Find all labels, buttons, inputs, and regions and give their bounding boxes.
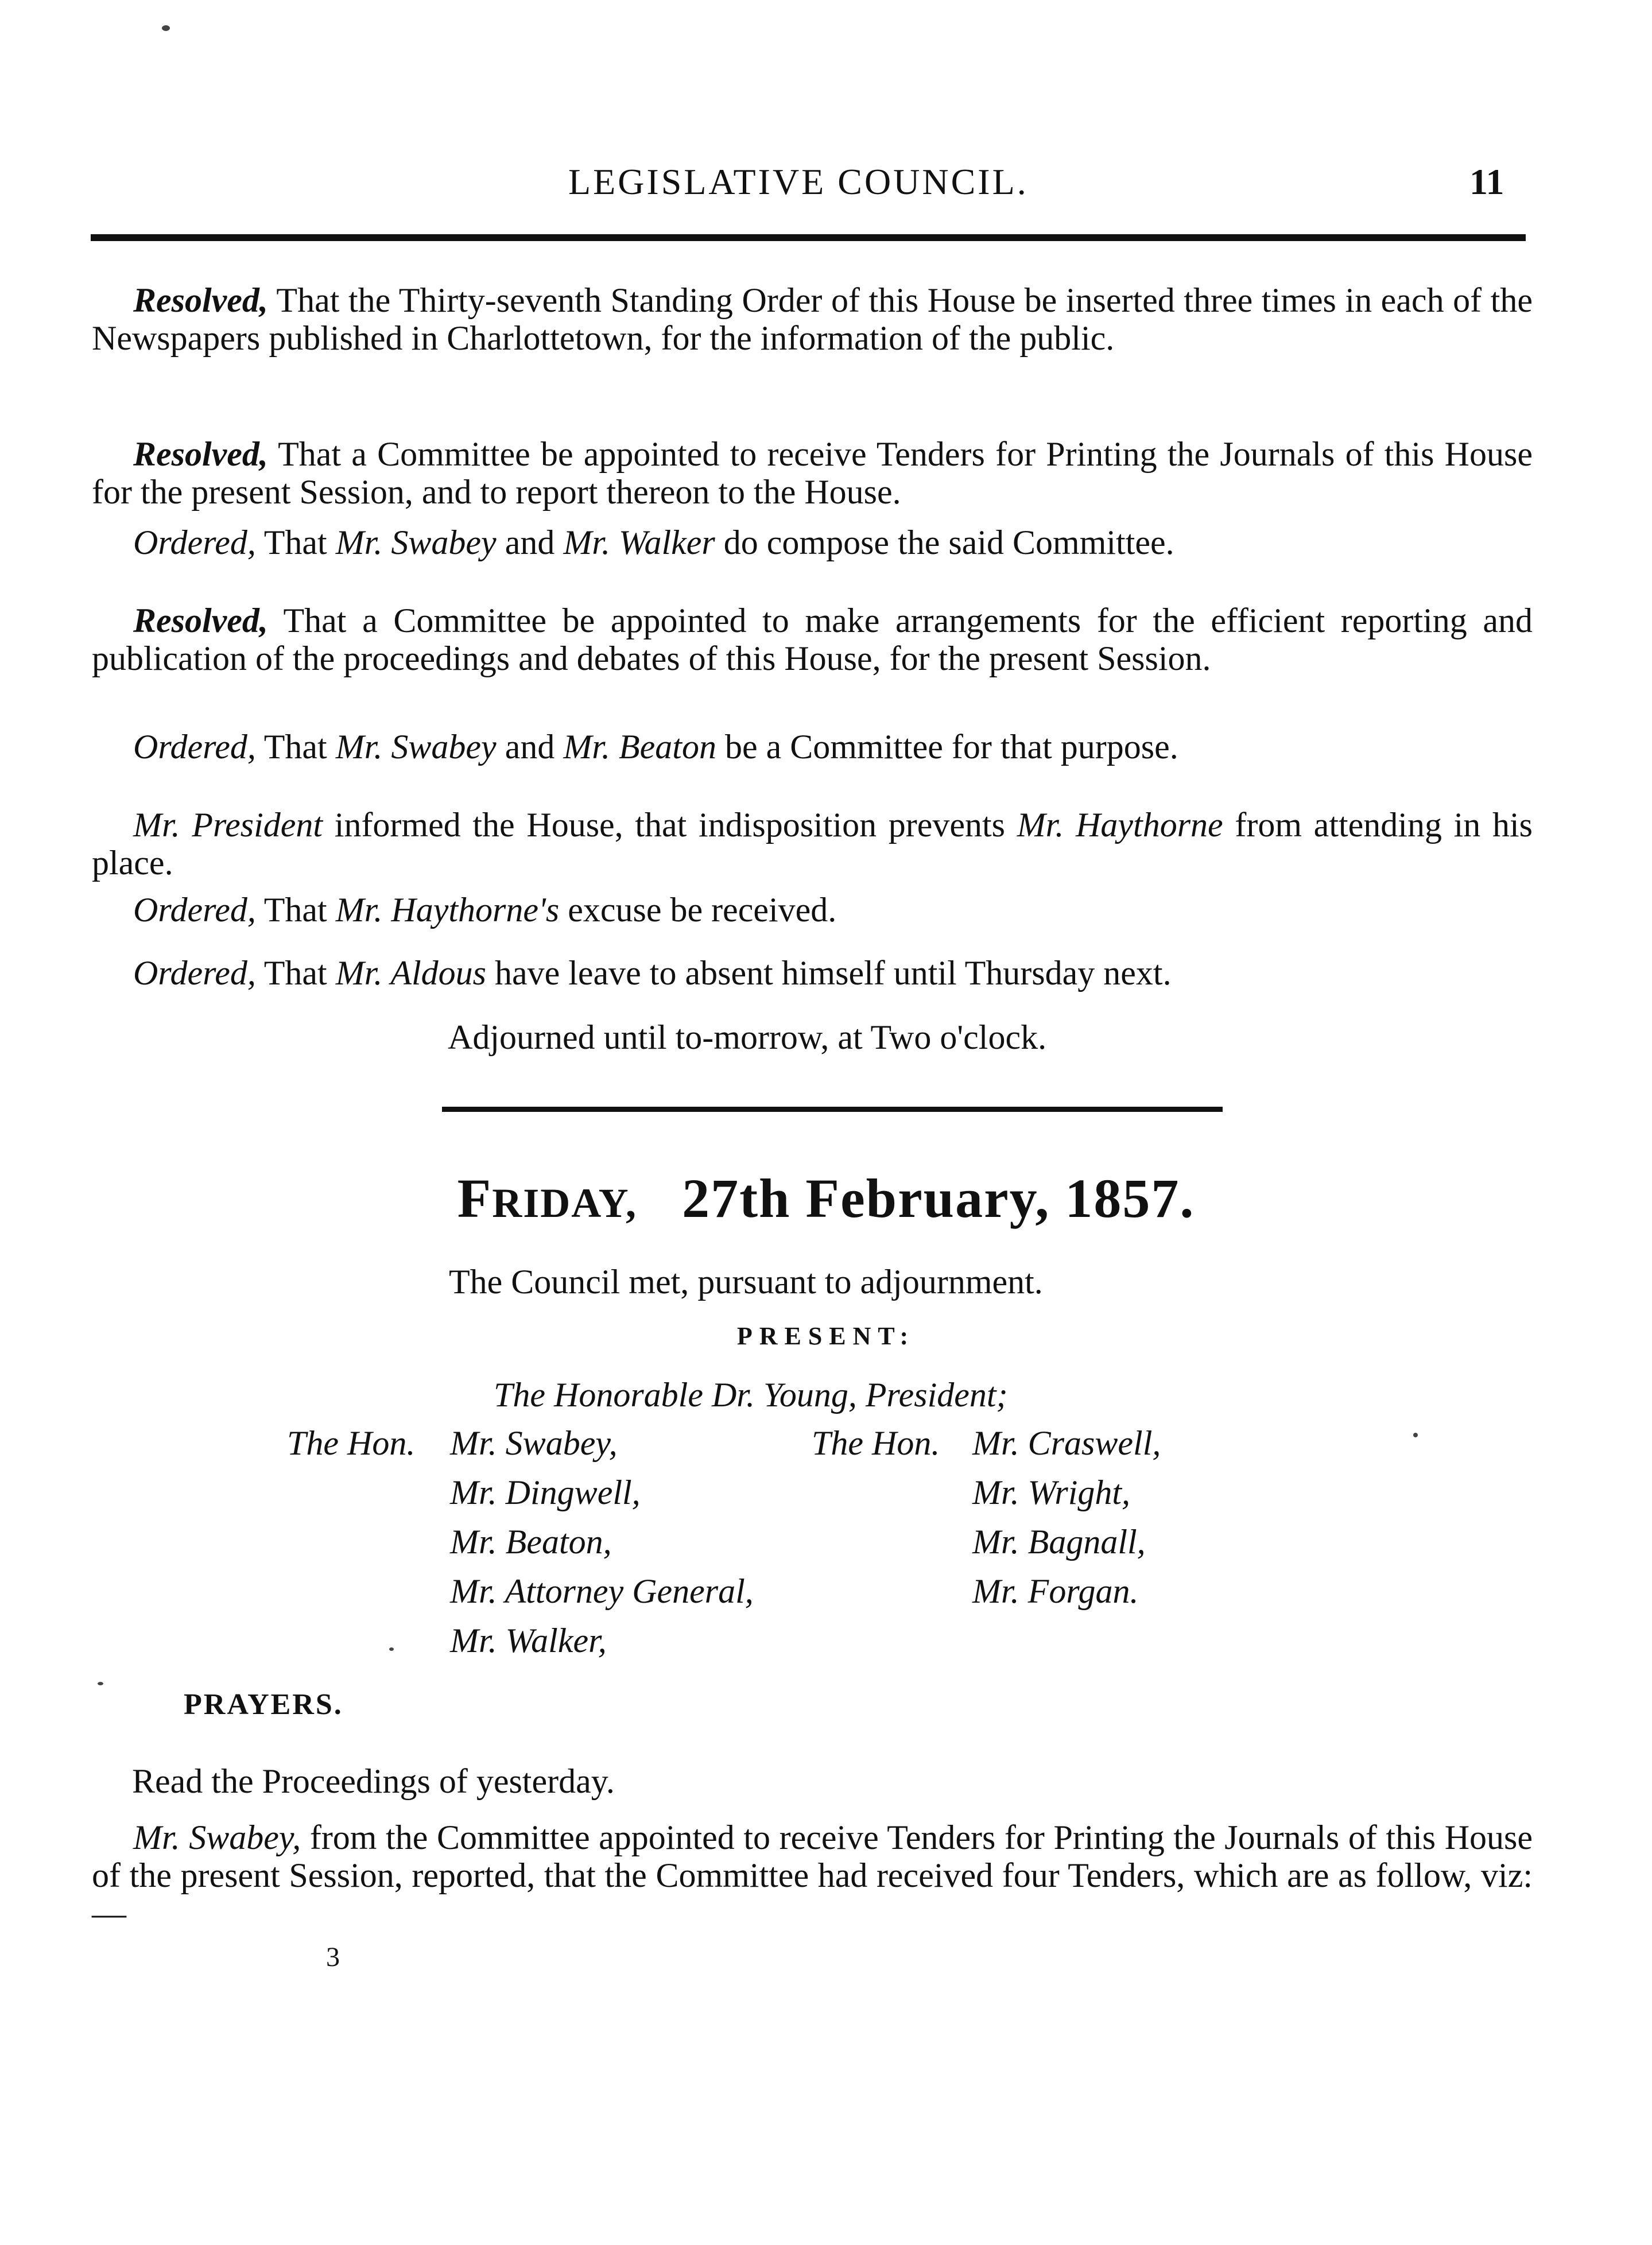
resolution-newspapers [92, 281, 1533, 357]
order-reporting-committee [92, 728, 1574, 766]
committee-report [92, 1819, 1533, 1932]
member-name: Mr. Aldous [335, 954, 486, 992]
order-text: be a Committee for that purpose. [716, 728, 1178, 766]
member-left: Mr. Beaton, [450, 1523, 612, 1561]
member-name: Mr. Haythorne [1017, 806, 1223, 844]
resolved-label: Resolved, [133, 435, 268, 473]
print-speck [1413, 1433, 1418, 1437]
member-name: Mr. Haythorne's [335, 891, 560, 929]
order-text: That [255, 891, 336, 929]
council-met-note: The Council met, pursuant to adjournment. [449, 1263, 1043, 1301]
ordered-label: Ordered, [133, 728, 256, 766]
president-announcement [92, 806, 1533, 882]
resolution-reporting-committee [92, 602, 1533, 677]
order-leave-of-absence [92, 954, 1574, 992]
order-excuse [92, 891, 1574, 929]
order-text: and [496, 524, 564, 561]
order-text: and [496, 728, 564, 766]
resolution-text: That the Thirty-seventh Standing Order of this House be inserted three times in each of the Newspapers published in Charlottetown, for the information of the public. [92, 281, 1533, 357]
prayers-heading: PRAYERS. [184, 1688, 343, 1721]
report-text: from the Committee appointed to receive Tenders for Printing the Journals of this House of the present Session, reported, that the Committee had received four Tenders, which are as follow, viz:— [92, 1819, 1533, 1932]
order-printing-committee [92, 524, 1574, 561]
member-right: Mr. Forgan. [972, 1572, 1139, 1610]
resolved-label: Resolved, [133, 602, 268, 639]
section-rule [442, 1107, 1223, 1112]
member-name: Mr. President [133, 806, 323, 844]
left-hon-prefix: The Hon. [287, 1424, 416, 1462]
member-name: Mr. Beaton [563, 728, 716, 766]
page-number: 11 [1469, 161, 1504, 202]
resolution-text: That a Committee be appointed to make arrangements for the efficient reporting and publication of the proceedings and debates of this House, for the present Session. [92, 602, 1533, 677]
member-name: Mr. Swabey [335, 728, 497, 766]
ordered-label: Ordered, [133, 954, 256, 992]
order-text: excuse be received. [559, 891, 837, 929]
order-text: That [255, 524, 336, 561]
day-initial: F [457, 1168, 493, 1229]
running-header: LEGISLATIVE COUNCIL. [568, 161, 1029, 202]
member-name: Mr. Swabey [335, 524, 497, 561]
ordered-label: Ordered, [133, 891, 256, 929]
member-name: Mr. Walker [563, 524, 715, 561]
order-text: That [255, 954, 336, 992]
adjournment-note: Adjourned until to-morrow, at Two o'clock. [448, 1018, 1047, 1056]
order-text: do compose the said Committee. [715, 524, 1174, 561]
day-rest: RIDAY, [492, 1180, 638, 1226]
member-name: Mr. Swabey, [133, 1819, 301, 1856]
session-date: 27th February, 1857. [682, 1168, 1195, 1229]
member-right: Mr. Bagnall, [972, 1523, 1146, 1561]
ordered-label: Ordered, [133, 524, 256, 561]
announcement-text: informed the House, that indisposition prevents [323, 806, 1017, 844]
session-date-heading [0, 1166, 1652, 1230]
resolution-text: That a Committee be appointed to receive Tenders for Printing the Journals of this House for the present Session, and to report thereon to the House. [92, 435, 1533, 511]
signature-mark: 3 [326, 1942, 340, 1972]
member-left: Mr. Swabey, [450, 1424, 618, 1462]
member-right: Mr. Craswell, [972, 1424, 1161, 1462]
resolved-label: Resolved, [133, 281, 268, 319]
present-label: PRESENT: [736, 1322, 916, 1350]
member-right: Mr. Wright, [972, 1474, 1131, 1511]
member-left: Mr. Walker, [450, 1622, 607, 1659]
print-speck [389, 1647, 394, 1651]
member-left: Mr. Attorney General, [450, 1572, 754, 1610]
header-rule [91, 234, 1526, 241]
president-line: The Honorable Dr. Young, President; [494, 1376, 1008, 1414]
announcement-text: from attending in his place. [92, 806, 1533, 882]
print-speck [98, 1682, 103, 1685]
resolution-printing-committee [92, 435, 1533, 511]
read-proceedings: Read the Proceedings of yesterday. [132, 1762, 615, 1800]
right-hon-prefix: The Hon. [812, 1424, 940, 1462]
order-text: That [255, 728, 336, 766]
print-speck [162, 25, 170, 31]
member-left: Mr. Dingwell, [450, 1474, 641, 1511]
order-text: have leave to absent himself until Thursday next. [486, 954, 1172, 992]
